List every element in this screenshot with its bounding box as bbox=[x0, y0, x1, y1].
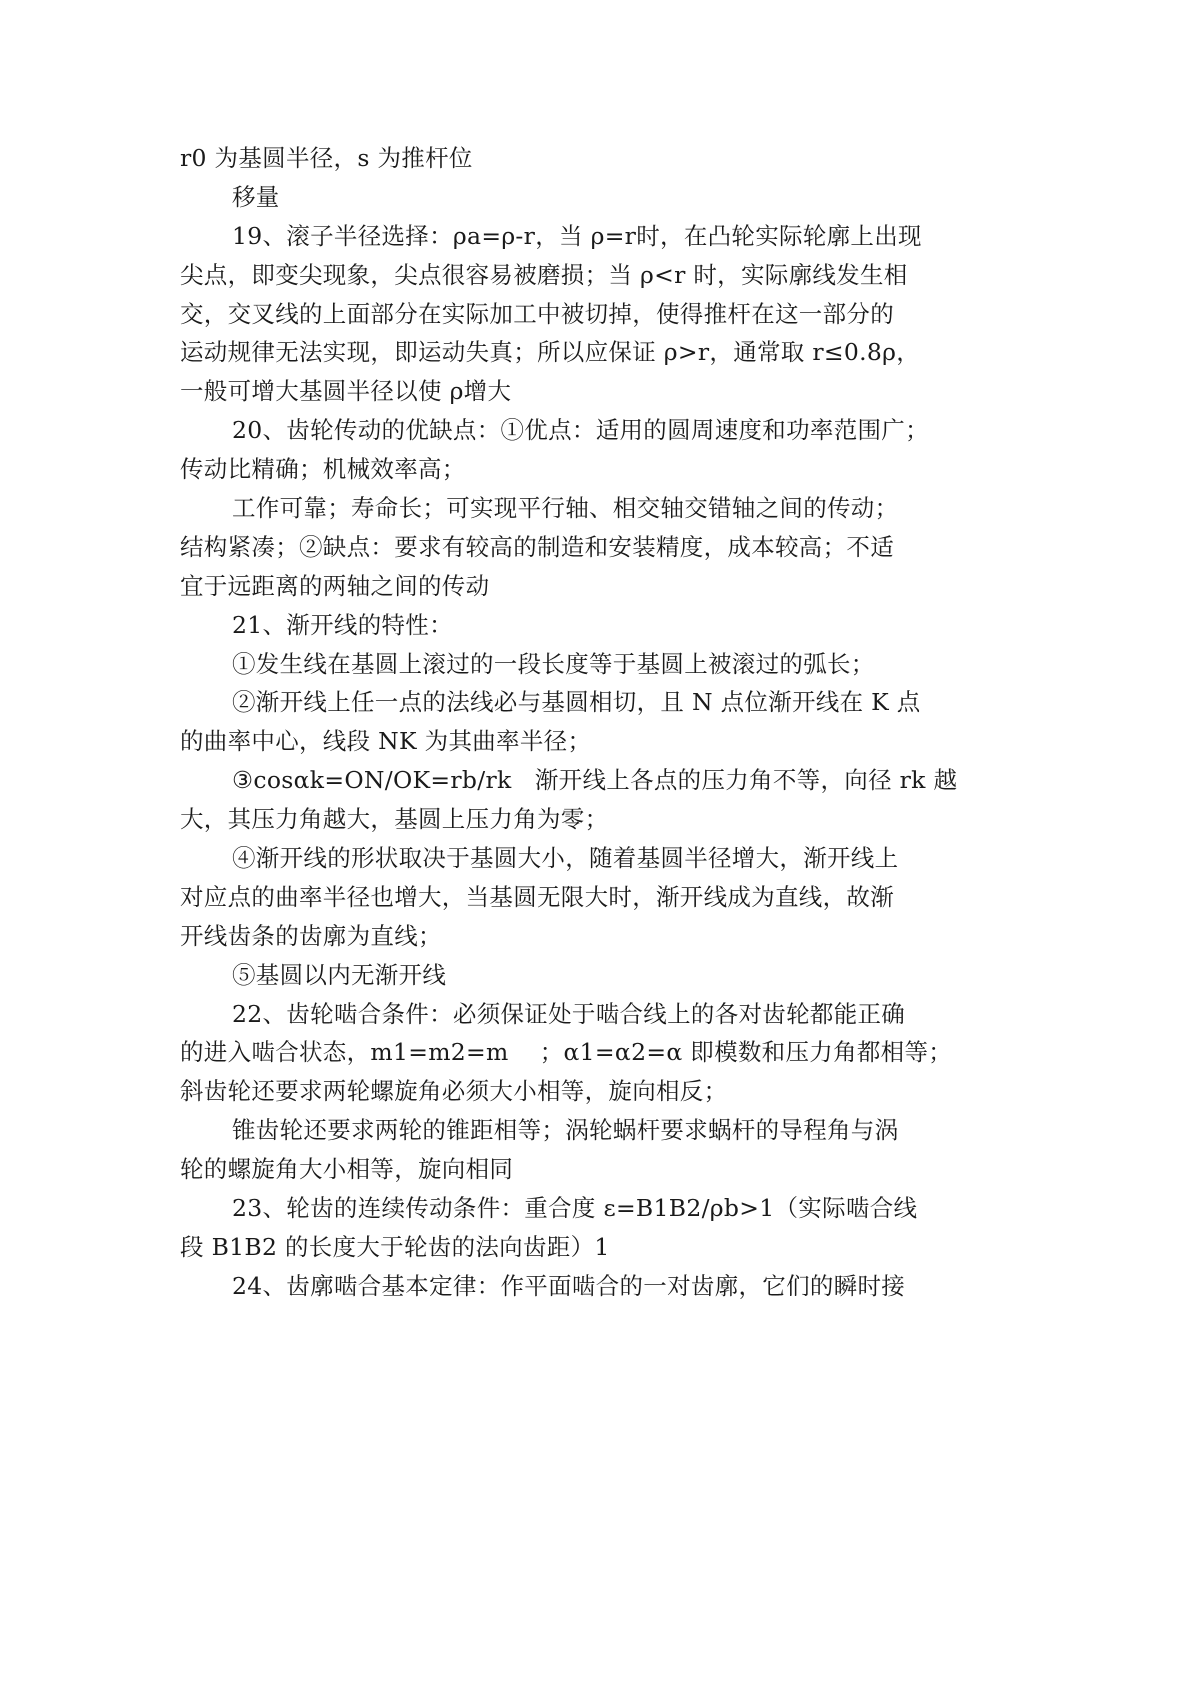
text-line: 的曲率中心，线段 NK 为其曲率半径； bbox=[180, 727, 592, 756]
text-line: 大，其压力角越大，基圆上压力角为零； bbox=[180, 805, 609, 834]
text-line: ④渐开线的形状取决于基圆大小，随着基圆半径增大，渐开线上 bbox=[232, 844, 899, 873]
text-line: 一般可增大基圆半径以使 ρ增大 bbox=[180, 377, 512, 406]
text-line: 20、齿轮传动的优缺点：①优点：适用的圆周速度和功率范围广； bbox=[232, 416, 929, 445]
text-line: 交，交叉线的上面部分在实际加工中被切掉，使得推杆在这一部分的 bbox=[180, 299, 894, 328]
text-line: 24、齿廓啮合基本定律：作平面啮合的一对齿廓，它们的瞬时接 bbox=[232, 1271, 906, 1300]
document-body bbox=[180, 139, 1020, 1306]
text-line: 运动规律无法实现，即运动失真；所以应保证 ρ>r，通常取 r≤0.8ρ， bbox=[180, 338, 921, 367]
text-line: 轮的螺旋角大小相等，旋向相同 bbox=[180, 1155, 514, 1184]
text-line: ①发生线在基圆上滚过的一段长度等于基圆上被滚过的弧长； bbox=[232, 649, 875, 678]
text-line: ②渐开线上任一点的法线必与基圆相切，且 N 点位渐开线在 K 点 bbox=[232, 688, 921, 717]
text-line: 开线齿条的齿廓为直线； bbox=[180, 921, 442, 950]
text-line: 工作可靠；寿命长；可实现平行轴、相交轴交错轴之间的传动； bbox=[232, 494, 899, 523]
text-line: 传动比精确；机械效率高； bbox=[180, 455, 466, 484]
text-line: 21、渐开线的特性： bbox=[232, 610, 453, 639]
text-line: 斜齿轮还要求两轮螺旋角必须大小相等，旋向相反； bbox=[180, 1077, 728, 1106]
text-line: 23、轮齿的连续传动条件：重合度 ε=B1B2/ρb>1（实际啮合线 bbox=[232, 1194, 918, 1223]
text-line: 移量 bbox=[232, 182, 280, 211]
text-line: 的进入啮合状态，m1=m2=m ；α1=α2=α 即模数和压力角都相等； bbox=[180, 1038, 953, 1067]
text-line: 锥齿轮还要求两轮的锥距相等；涡轮蜗杆要求蜗杆的导程角与涡 bbox=[232, 1116, 899, 1145]
text-line: 对应点的曲率半径也增大，当基圆无限大时，渐开线成为直线，故渐 bbox=[180, 882, 894, 911]
text-line: ③cosαk=ON/OK=rb/rk 渐开线上各点的压力角不等，向径 rk 越 bbox=[232, 766, 958, 795]
text-line: ⑤基圆以内无渐开线 bbox=[232, 960, 447, 989]
text-line: 宜于远距离的两轴之间的传动 bbox=[180, 571, 490, 600]
text-line: 尖点，即变尖现象，尖点很容易被磨损；当 ρ<r 时，实际廓线发生相 bbox=[180, 260, 908, 289]
text-line: r0 为基圆半径，s 为推杆位 bbox=[180, 144, 473, 172]
text-line: 19、滚子半径选择：ρa=ρ-r，当 ρ=r时，在凸轮实际轮廓上出现 bbox=[232, 221, 922, 250]
text-line: 结构紧凑；②缺点：要求有较高的制造和安装精度，成本较高；不适 bbox=[180, 532, 894, 561]
text-line: 段 B1B2 的长度大于轮齿的法向齿距）1 bbox=[180, 1232, 610, 1261]
text-line: 22、齿轮啮合条件：必须保证处于啮合线上的各对齿轮都能正确 bbox=[232, 999, 906, 1028]
